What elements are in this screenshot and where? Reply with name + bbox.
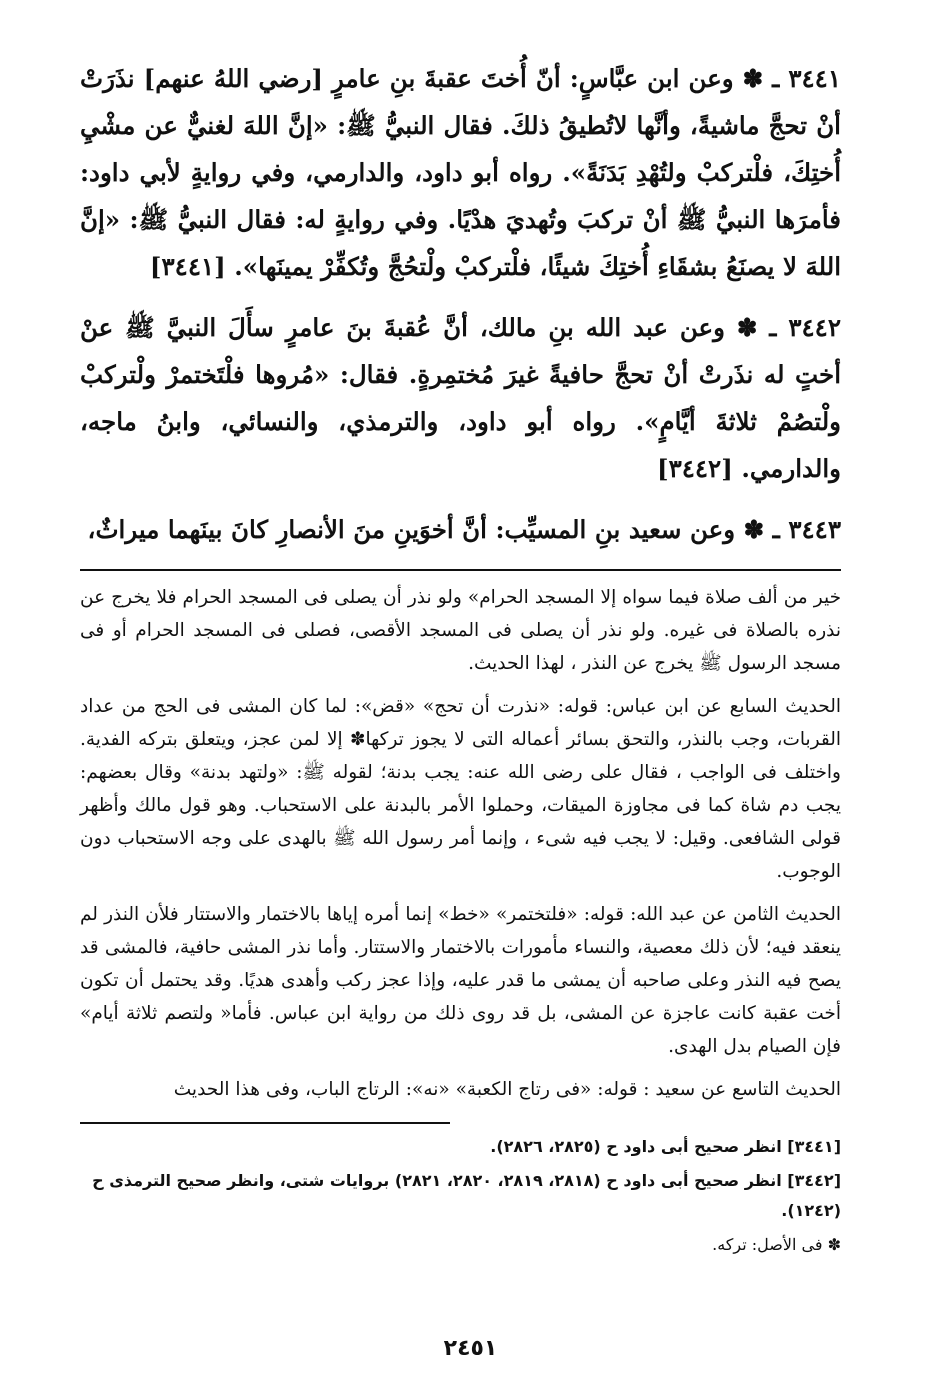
footnote-3442: [٣٤٤٢] انظر صحيح أبى داود ح (٢٨١٨، ٢٨١٩، ٢٨٢٠، ٢٨٢١) بروايات شتى، وانظر صحيح الترمذى ح (١٢٤٢). xyxy=(92,1171,841,1220)
commentary-hadith-8: الحديث الثامن عن عبد الله: قوله: «فلتختمر» «خط» إنما أمره إياها بالاختمار والاستتار فلأن النذر لم ينعقد فيه؛ لأن ذلك معصية، والنساء مأمورات بالاختمار والاستتار. وأما نذر المشى حافية، فالمشى قد يصح فيه النذر وعلى صاحبه أن يمشى ما قدر عليه، وإذا عجز ركب وأهدى هديًا. وقد يحتمل أن تكون أخت عقبة كانت عاجزة عن المشى، بل قد روى ذلك من رواية ابن عباس. فأما« ولتصم ثلاثة أيام» فإن الصيام بدل الهدى. xyxy=(80,904,841,1057)
footnotes-section xyxy=(80,1132,841,1260)
footnote-divider-wrap xyxy=(80,1122,841,1124)
hadith-3442: ٣٤٤٢ ـ ✽ وعن عبد الله بنِ مالك، أنَّ عُقبةَ بنَ عامرٍ سأَلَ النبيَّ ﷺ عنْ أختٍ له نذَرتْ أنْ تحجَّ حافيةً غيرَ مُختمِرةٍ. فقال: «مُروها فلْتَختمرْ ولْتركبْ ولْتصُمْ ثلاثةَ أيَّامٍ». رواه أبو داود، والترمذي، والنسائي، وابنُ ماجه، والدارمي. [٣٤٤٢] xyxy=(80,313,841,483)
footnote-3441: [٣٤٤١] انظر صحيح أبى داود ح (٢٨٢٥، ٢٨٢٦). xyxy=(490,1137,841,1156)
commentary-hadith-9: الحديث التاسع عن سعيد : قوله: «فى رتاج الكعبة» «نه»: الرتاج الباب، وفى هذا الحديث xyxy=(173,1079,841,1100)
manuscript-note: ✽ فى الأصل: تركه. xyxy=(712,1235,841,1254)
hadith-section xyxy=(80,55,841,553)
section-divider xyxy=(80,569,841,571)
hadith-3443: ٣٤٤٣ ـ ✽ وعن سعيد بنِ المسيِّب: أنَّ أخوَينِ منَ الأنصارِ كانَ بينَهما ميراثٌ، xyxy=(87,515,841,544)
commentary-continuation: خير من ألف صلاة فيما سواه إلا المسجد الحرام» ولو نذر أن يصلى فى المسجد الحرام فلا يخرج عن نذره بالصلاة فى غيره. ولو نذر أن يصلى فى المسجد الأقصى، فصلى فى المسجد الحرام أو فى مسجد الرسول ﷺ يخرج عن النذر ، لهذا الحديث. xyxy=(80,587,841,674)
footnote-divider xyxy=(80,1122,450,1124)
page-number: ٢٤٥١ xyxy=(443,1336,498,1361)
hadith-3441: ٣٤٤١ ـ ✽ وعن ابن عبَّاسٍ: أنّ أُختَ عقبةَ بنِ عامرٍ [رضي اللهُ عنهم] نذَرَتْ أنْ تحجَّ ماشيةً، وأنَّها لاتُطيقُ ذلكَ. فقال النبيُّ ﷺ: «إنَّ اللهَ لغنيٌّ عن مشْيِ أُختِكَ، فلْتركبْ ولتُهْدِ بَدَنَةً». رواه أبو داود، والدارمي، وفي روايةٍ لأبي داود: فأمرَها النبيُّ ﷺ أنْ تركبَ وتُهديَ هدْيًا. وفي روايةٍ له: فقال النبيُّ ﷺ: «إنَّ اللهَ لا يصنَعُ بشقَاءِ أُختِكَ شيئًا، فلْتركبْ ولْتحُجَّ وتُكفِّرْ يمينَها». [٣٤٤١] xyxy=(80,64,841,281)
commentary-hadith-7: الحديث السابع عن ابن عباس: قوله: «نذرت أن تحج» «قض»: لما كان المشى فى الحج من عداد القربات، وجب بالنذر، والتحق بسائر أعماله التى لا يجوز تركها✽ إلا لمن عجز، ويتعلق بتركه الفدية. واختلف فى الواجب ، فقال على رضى الله عنه: يجب بدنة؛ لقوله ﷺ: «ولتهد بدنة» وقال بعضهم: يجب دم شاة كما فى مجاوزة الميقات، وحملوا الأمر بالبدنة على الاستحباب. وهو قول مالك وأظهر قولى الشافعى. وقيل: لا يجب فيه شىء ، وإنما أمر رسول الله ﷺ بالهدى على وجه الاستحباب دون الوجوب. xyxy=(80,696,841,882)
commentary-section xyxy=(80,581,841,1106)
